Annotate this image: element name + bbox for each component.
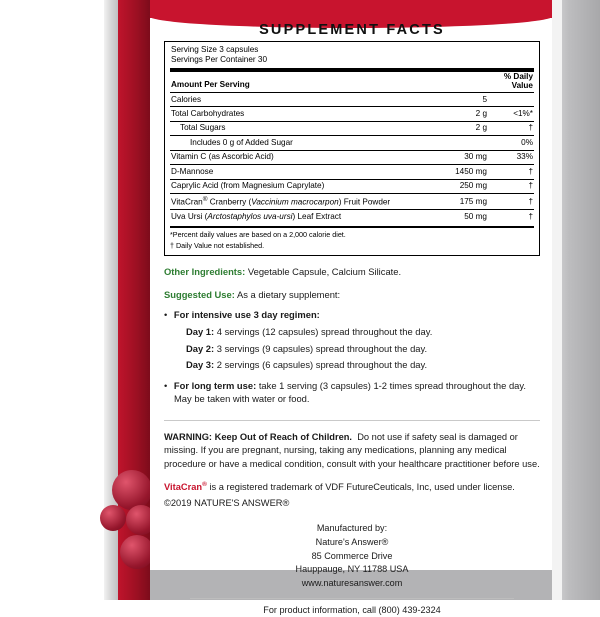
suggested-use-bullet-intensive — [164, 308, 540, 322]
nutrient-amount: 1450 mg — [426, 165, 488, 179]
nutrient-name: Uva Ursi (Arctostaphylos uva-ursi) Leaf Extract — [171, 211, 342, 221]
day2-text: 3 servings (9 capsules) spread throughout the day. — [216, 342, 428, 354]
manufacturer-block — [164, 522, 540, 617]
nutrient-dv: † — [488, 179, 534, 193]
suggested-use-text: As a dietary supplement: — [236, 288, 341, 300]
manufactured-by-label: Manufactured by: — [316, 523, 388, 534]
nutrient-amount — [426, 136, 488, 150]
bullet-intensive-label: For intensive use 3 day regimen: — [173, 309, 320, 321]
manufacturer-city: Hauppauge, NY 11788 USA — [295, 564, 409, 575]
suggested-use-bullet-longterm — [164, 379, 540, 406]
nutrient-dv: † — [488, 121, 534, 135]
nutrition-table — [170, 72, 534, 224]
cranberry-graphic — [100, 505, 126, 531]
bullet-longterm-label: For long term use: — [173, 379, 257, 391]
warning-text: Do not use if safety seal is damaged or missing. If you are pregnant, nursing, taking any medications, planning any medical procedure or have a medical condition, consult with your healthcare practitioner before use. — [164, 432, 540, 469]
cranberry-graphic — [112, 470, 152, 510]
botanical-name: Vaccinium macrocarpon — [251, 197, 339, 207]
nutrient-name: Total Carbohydrates — [170, 107, 426, 121]
vitacran-registered-mark: ® — [202, 481, 207, 489]
footnote-dagger: † Daily Value not established. — [170, 241, 265, 251]
nutrient-amount: 50 mg — [464, 211, 487, 221]
table-row — [170, 107, 534, 121]
day1-label: Day 1: — [186, 325, 215, 337]
label-content — [164, 22, 540, 615]
trademark-section — [164, 480, 540, 510]
manufacturer-street: 85 Commerce Drive — [311, 550, 393, 561]
right-label-edge — [552, 0, 600, 600]
suggested-use-heading: Suggested Use: — [164, 288, 235, 300]
suggested-use — [164, 288, 540, 406]
nutrient-name: D-Mannose — [170, 165, 426, 179]
nutrient-amount: 2 g — [426, 121, 488, 135]
table-row — [170, 165, 534, 179]
manufacturer-website[interactable]: www.naturesanswer.com — [301, 578, 403, 589]
nutrient-name: Includes 0 g of Added Sugar — [170, 136, 426, 150]
warning-section — [164, 431, 540, 471]
bullet-longterm-text: take 1 serving (3 capsules) 1-2 times spread throughout the day. May be taken with water or food. — [174, 379, 526, 405]
warning-heading: WARNING: Keep Out of Reach of Children. — [164, 432, 353, 443]
nutrient-dv: 33% — [488, 150, 534, 164]
other-ingredients-text: Vegetable Capsule, Calcium Silicate. — [247, 266, 402, 278]
other-ingredients — [164, 265, 540, 279]
nutrient-name: Calories — [170, 92, 426, 106]
nutrient-name: Total Sugars — [170, 121, 426, 135]
nutrient-amount: 250 mg — [426, 179, 488, 193]
supplement-label-panel — [150, 0, 552, 615]
table-row — [170, 121, 534, 135]
manufacturer-name: Nature's Answer® — [315, 537, 389, 548]
table-row — [170, 136, 534, 150]
nutrient-dv: † — [528, 211, 533, 221]
day2-line — [164, 342, 540, 356]
day2-label: Day 2: — [186, 342, 215, 354]
botanical-name: Arctostaphylos uva-ursi — [207, 211, 293, 221]
dv-header-line2: Value — [511, 80, 533, 90]
nutrient-name: Caprylic Acid (from Magnesium Caprylate) — [170, 179, 426, 193]
nutrient-dv: <1%* — [488, 107, 534, 121]
serving-size: Serving Size 3 capsules — [171, 45, 259, 54]
nutrient-dv — [488, 92, 534, 106]
day3-label: Day 3: — [186, 359, 215, 371]
nutrient-name: Vitamin C (as Ascorbic Acid) — [170, 150, 426, 164]
vitacran-brand: VitaCran — [164, 482, 203, 493]
amount-per-serving-header: Amount Per Serving — [170, 72, 426, 93]
nutrient-name: VitaCran® Cranberry (Vaccinium macrocarpon) Fruit Powder — [170, 193, 426, 209]
copyright-text: ©2019 NATURE'S ANSWER® — [164, 497, 290, 508]
table-row — [170, 92, 534, 106]
day1-text: 4 servings (12 capsules) spread throughout the day. — [216, 325, 433, 337]
nutrient-amount: 2 g — [426, 107, 488, 121]
dv-header-line1: % Daily — [503, 72, 533, 82]
left-label-edge — [0, 0, 150, 600]
product-information-contact: For product information, call (800) 439-2324 — [263, 604, 441, 615]
nutrient-amount: 5 — [426, 92, 488, 106]
daily-value-header — [488, 72, 534, 93]
trademark-text: is a registered trademark of VDF FutureCeuticals, Inc, used under license. — [209, 482, 515, 493]
day1-line — [164, 325, 540, 339]
nutrient-dv: † — [488, 193, 534, 209]
day3-line — [164, 358, 540, 372]
amount-header-spacer — [426, 72, 488, 93]
table-row — [170, 150, 534, 164]
nutrient-amount: 175 mg — [426, 193, 488, 209]
right-white-band — [552, 0, 562, 600]
supplement-facts-box — [164, 41, 540, 256]
table-header-row — [170, 72, 534, 93]
day3-text: 2 servings (6 capsules) spread throughout the day. — [216, 359, 428, 371]
table-row — [170, 179, 534, 193]
nutrient-dv: † — [488, 165, 534, 179]
nutrient-amount: 30 mg — [426, 150, 488, 164]
other-ingredients-heading: Other Ingredients: — [164, 266, 246, 278]
section-divider — [164, 420, 540, 421]
table-row — [170, 193, 534, 209]
contact-divider — [190, 598, 514, 599]
cranberry-graphic — [120, 535, 154, 569]
footnote-percent-dv: *Percent daily values are based on a 2,000 calorie diet. — [170, 229, 346, 239]
nutrient-dv: 0% — [488, 136, 534, 150]
supplement-facts-title: SUPPLEMENT FACTS — [259, 22, 445, 38]
table-row — [170, 210, 534, 224]
servings-per-container: Servings Per Container 30 — [171, 55, 268, 65]
